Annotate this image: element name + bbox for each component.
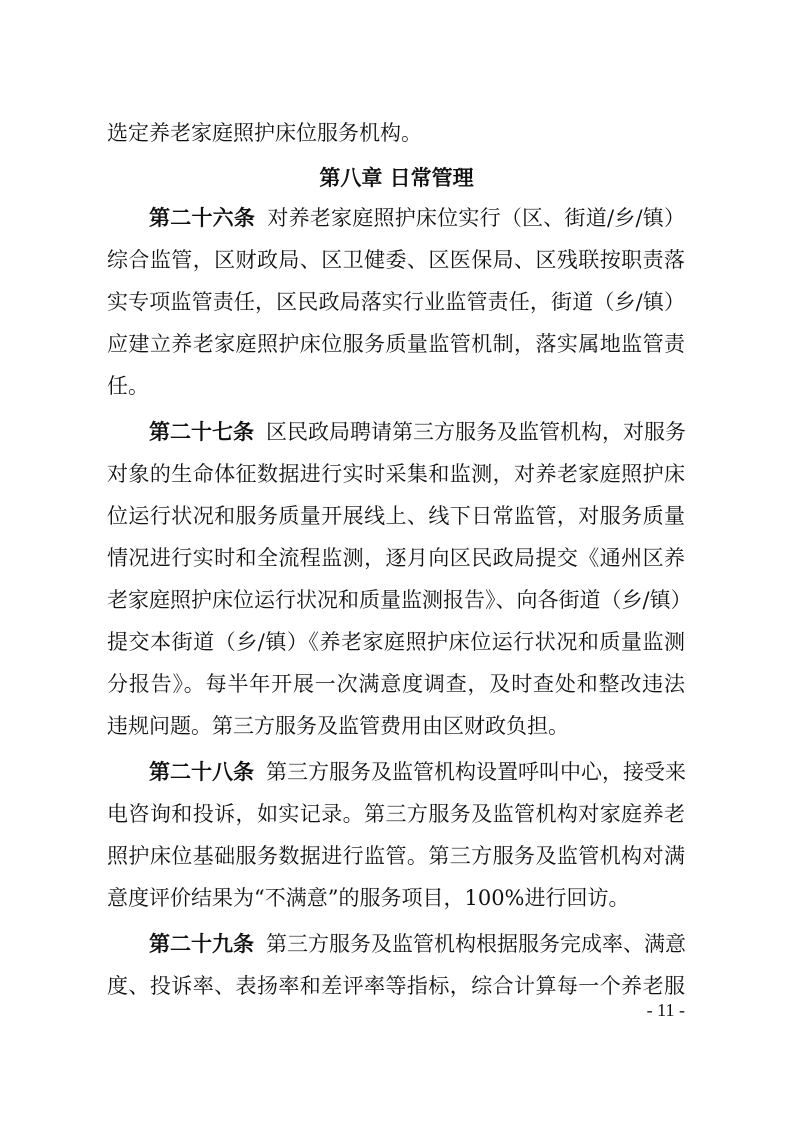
article-28-line-3: 照护床位基础服务数据进行监管。第三方服务及监管机构对满 [107, 844, 685, 868]
article-27-title: 第二十七条 [149, 420, 254, 444]
article-26-line-5: 任。 [107, 374, 149, 398]
article-26-line-1: 对养老家庭照护床位实行（区、街道/乡/镇） [267, 206, 685, 230]
article-29-line-1: 第三方服务及监管机构根据服务完成率、满意 [266, 932, 686, 956]
article-27-line-7: 分报告》。每半年开展一次满意度调查，及时查处和整改违法 [107, 672, 685, 696]
article-26-line-3: 实专项监管责任，区民政局落实行业监管责任，街道（乡/镇） [107, 290, 685, 314]
article-26-title: 第二十六条 [149, 206, 256, 230]
article-28-line-2: 电咨询和投诉，如实记录。第三方服务及监管机构对家庭养老 [107, 802, 685, 826]
article-27-first-line [149, 412, 685, 452]
article-27-line-3: 位运行状况和服务质量开展线上、线下日常监管，对服务质量 [107, 504, 685, 528]
article-28-first-line [149, 752, 685, 792]
article-27-line-4: 情况进行实时和全流程监测，逐月向区民政局提交《通州区养 [107, 546, 685, 570]
article-28-line-1: 第三方服务及监管机构设置呼叫中心，接受来 [266, 760, 686, 784]
article-29-line-2: 度、投诉率、表扬率和差评率等指标，综合计算每一个养老服 [107, 974, 685, 998]
article-27-line-1: 区民政局聘请第三方服务及监管机构，对服务 [266, 420, 686, 444]
article-27-line-8: 违规问题。第三方服务及监管费用由区财政负担。 [107, 714, 569, 738]
article-28-title: 第二十八条 [149, 760, 254, 784]
page-number: - 11 - [646, 1000, 685, 1020]
article-27-line-2: 对象的生命体征数据进行实时采集和监测，对养老家庭照护床 [107, 462, 685, 486]
article-26-first-line [149, 198, 685, 238]
article-29-first-line [149, 924, 685, 964]
chapter-heading: 第八章 日常管理 [319, 166, 474, 190]
article-28-line-4: 意度评价结果为“不满意”的服务项目，100%进行回访。 [107, 886, 630, 910]
article-26-line-4: 应建立养老家庭照护床位服务质量监管机制，落实属地监管责 [107, 332, 685, 356]
article-27-line-6: 提交本街道（乡/镇）《养老家庭照护床位运行状况和质量监测 [107, 630, 685, 654]
article-27-line-5: 老家庭照护床位运行状况和质量监测报告》、向各街道（乡/镇） [107, 588, 692, 612]
continuation-text: 选定养老家庭照护床位服务机构。 [107, 121, 422, 145]
article-26-line-2: 综合监管，区财政局、区卫健委、区医保局、区残联按职责落 [107, 248, 685, 272]
article-29-title: 第二十九条 [149, 932, 254, 956]
